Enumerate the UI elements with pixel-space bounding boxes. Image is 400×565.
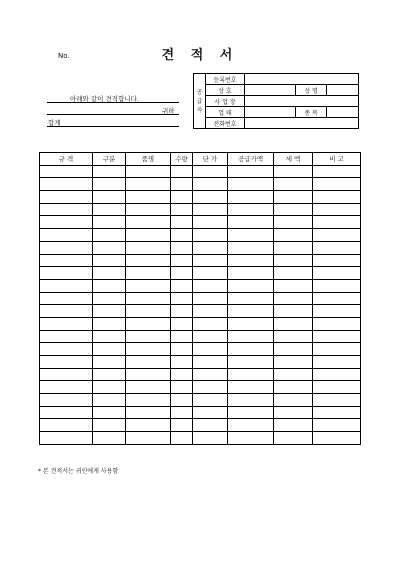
table-cell[interactable] xyxy=(228,368,274,381)
table-cell[interactable] xyxy=(193,432,228,445)
table-cell[interactable] xyxy=(313,368,361,381)
table-cell[interactable] xyxy=(274,292,313,305)
col-type: 구분 xyxy=(93,153,126,166)
table-cell[interactable] xyxy=(93,241,126,254)
table-cell[interactable] xyxy=(93,267,126,280)
table-cell[interactable] xyxy=(274,229,313,242)
table-cell[interactable] xyxy=(93,203,126,216)
table-cell[interactable] xyxy=(126,330,171,343)
table-cell[interactable] xyxy=(171,368,193,381)
table-row xyxy=(40,279,361,292)
table-cell[interactable] xyxy=(40,229,93,242)
total-line xyxy=(47,126,179,127)
table-cell[interactable] xyxy=(171,229,193,242)
table-cell[interactable] xyxy=(40,330,93,343)
table-cell[interactable] xyxy=(171,191,193,204)
table-cell[interactable] xyxy=(126,241,171,254)
table-cell[interactable] xyxy=(171,381,193,394)
table-cell[interactable] xyxy=(40,191,93,204)
table-cell[interactable] xyxy=(274,406,313,419)
table-row xyxy=(40,419,361,432)
table-cell[interactable] xyxy=(313,178,361,191)
category-field[interactable] xyxy=(327,107,359,118)
table-cell[interactable] xyxy=(193,317,228,330)
table-cell[interactable] xyxy=(93,178,126,191)
table-row xyxy=(40,165,361,178)
table-cell[interactable] xyxy=(40,178,93,191)
table-cell[interactable] xyxy=(171,394,193,407)
table-cell[interactable] xyxy=(274,381,313,394)
table-cell[interactable] xyxy=(93,317,126,330)
table-cell[interactable] xyxy=(228,241,274,254)
table-cell[interactable] xyxy=(193,394,228,407)
table-row xyxy=(40,381,361,394)
table-cell[interactable] xyxy=(93,330,126,343)
table-cell[interactable] xyxy=(274,394,313,407)
table-cell[interactable] xyxy=(228,165,274,178)
table-cell[interactable] xyxy=(126,191,171,204)
table-cell[interactable] xyxy=(126,203,171,216)
table-cell[interactable] xyxy=(126,292,171,305)
col-unit-price: 단 가 xyxy=(193,153,228,166)
table-cell[interactable] xyxy=(171,203,193,216)
table-cell[interactable] xyxy=(171,216,193,229)
table-cell[interactable] xyxy=(40,356,93,369)
col-tax: 세 액 xyxy=(274,153,313,166)
table-cell[interactable] xyxy=(313,406,361,419)
col-remarks: 비 고 xyxy=(313,153,361,166)
document-title: 견 적 서 xyxy=(161,48,239,63)
table-cell[interactable] xyxy=(40,394,93,407)
table-cell[interactable] xyxy=(126,165,171,178)
table-row xyxy=(40,267,361,280)
table-cell[interactable] xyxy=(228,229,274,242)
table-cell[interactable] xyxy=(126,406,171,419)
table-cell[interactable] xyxy=(228,394,274,407)
table-cell[interactable] xyxy=(313,216,361,229)
table-cell[interactable] xyxy=(40,317,93,330)
honorific-text: 귀하 xyxy=(162,107,175,115)
table-cell[interactable] xyxy=(193,229,228,242)
table-cell[interactable] xyxy=(93,356,126,369)
table-cell[interactable] xyxy=(228,216,274,229)
table-cell[interactable] xyxy=(193,203,228,216)
table-cell[interactable] xyxy=(313,254,361,267)
table-cell[interactable] xyxy=(274,330,313,343)
no-label: No. xyxy=(58,52,70,60)
table-cell[interactable] xyxy=(126,368,171,381)
table-cell[interactable] xyxy=(313,394,361,407)
phone-field[interactable] xyxy=(245,118,359,129)
table-cell[interactable] xyxy=(93,216,126,229)
table-cell[interactable] xyxy=(126,356,171,369)
table-cell[interactable] xyxy=(171,267,193,280)
table-cell[interactable] xyxy=(171,356,193,369)
table-cell[interactable] xyxy=(40,279,93,292)
table-cell[interactable] xyxy=(228,279,274,292)
table-cell[interactable] xyxy=(126,305,171,318)
table-cell[interactable] xyxy=(171,317,193,330)
col-qty: 수량 xyxy=(171,153,193,166)
table-cell[interactable] xyxy=(228,330,274,343)
table-cell[interactable] xyxy=(193,178,228,191)
table-row xyxy=(40,254,361,267)
table-cell[interactable] xyxy=(193,292,228,305)
table-cell[interactable] xyxy=(193,216,228,229)
business-type-label: 업 태 xyxy=(206,107,245,118)
table-cell[interactable] xyxy=(171,305,193,318)
table-cell[interactable] xyxy=(40,216,93,229)
recipient-line xyxy=(47,114,179,115)
table-cell[interactable] xyxy=(313,330,361,343)
table-row xyxy=(40,330,361,343)
table-cell[interactable] xyxy=(193,191,228,204)
table-cell[interactable] xyxy=(126,343,171,356)
table-cell[interactable] xyxy=(193,305,228,318)
table-cell[interactable] xyxy=(193,241,228,254)
company-label: 상 호 xyxy=(206,85,245,96)
table-cell[interactable] xyxy=(228,254,274,267)
table-cell[interactable] xyxy=(171,419,193,432)
table-cell[interactable] xyxy=(274,317,313,330)
table-row xyxy=(40,317,361,330)
table-cell[interactable] xyxy=(40,165,93,178)
table-cell[interactable] xyxy=(171,330,193,343)
table-cell[interactable] xyxy=(93,381,126,394)
supplier-side-label: 공 급 자 xyxy=(194,74,206,129)
table-cell[interactable] xyxy=(228,178,274,191)
table-cell[interactable] xyxy=(313,229,361,242)
table-cell[interactable] xyxy=(313,381,361,394)
table-cell[interactable] xyxy=(228,317,274,330)
table-cell[interactable] xyxy=(93,229,126,242)
table-cell[interactable] xyxy=(126,432,171,445)
table-cell[interactable] xyxy=(313,356,361,369)
greeting-text: 아래와 같이 견적합니다. xyxy=(70,95,139,103)
table-cell[interactable] xyxy=(126,419,171,432)
table-cell[interactable] xyxy=(228,419,274,432)
table-cell[interactable] xyxy=(171,432,193,445)
table-cell[interactable] xyxy=(126,381,171,394)
table-row xyxy=(40,191,361,204)
reg-no-label: 등록번호 xyxy=(206,74,245,85)
table-row xyxy=(40,178,361,191)
table-cell[interactable] xyxy=(274,343,313,356)
table-cell[interactable] xyxy=(193,419,228,432)
table-cell[interactable] xyxy=(40,343,93,356)
table-cell[interactable] xyxy=(274,419,313,432)
table-cell[interactable] xyxy=(171,343,193,356)
table-cell[interactable] xyxy=(228,267,274,280)
items-table xyxy=(39,152,361,445)
table-cell[interactable] xyxy=(274,165,313,178)
table-cell[interactable] xyxy=(228,292,274,305)
table-cell[interactable] xyxy=(274,432,313,445)
table-cell[interactable] xyxy=(228,203,274,216)
table-cell[interactable] xyxy=(193,279,228,292)
table-cell[interactable] xyxy=(93,254,126,267)
table-cell[interactable] xyxy=(313,241,361,254)
table-cell[interactable] xyxy=(93,368,126,381)
table-cell[interactable] xyxy=(274,203,313,216)
table-row xyxy=(40,356,361,369)
table-cell[interactable] xyxy=(40,305,93,318)
supplier-table xyxy=(193,73,359,129)
table-cell[interactable] xyxy=(93,279,126,292)
table-cell[interactable] xyxy=(313,267,361,280)
table-cell[interactable] xyxy=(274,368,313,381)
table-cell[interactable] xyxy=(228,191,274,204)
table-row xyxy=(40,406,361,419)
table-cell[interactable] xyxy=(40,381,93,394)
table-cell[interactable] xyxy=(274,191,313,204)
table-cell[interactable] xyxy=(193,343,228,356)
table-cell[interactable] xyxy=(274,267,313,280)
business-type-field[interactable] xyxy=(245,107,296,118)
table-cell[interactable] xyxy=(126,254,171,267)
table-cell[interactable] xyxy=(313,419,361,432)
table-cell[interactable] xyxy=(193,356,228,369)
table-row xyxy=(40,203,361,216)
table-cell[interactable] xyxy=(40,254,93,267)
address-label: 사 업 장 xyxy=(206,96,245,107)
table-cell[interactable] xyxy=(40,241,93,254)
table-cell[interactable] xyxy=(228,356,274,369)
table-cell[interactable] xyxy=(193,165,228,178)
table-cell[interactable] xyxy=(93,432,126,445)
table-cell[interactable] xyxy=(126,178,171,191)
phone-label: 전화번호 xyxy=(206,118,245,129)
table-cell[interactable] xyxy=(93,191,126,204)
table-cell[interactable] xyxy=(313,191,361,204)
table-cell[interactable] xyxy=(93,292,126,305)
table-cell[interactable] xyxy=(93,419,126,432)
table-cell[interactable] xyxy=(274,356,313,369)
table-row xyxy=(40,241,361,254)
table-cell[interactable] xyxy=(40,292,93,305)
table-cell[interactable] xyxy=(193,381,228,394)
table-cell[interactable] xyxy=(171,279,193,292)
table-cell[interactable] xyxy=(228,305,274,318)
table-cell[interactable] xyxy=(274,216,313,229)
footnote: * 본 견적서는 귀인에게 사용함 xyxy=(38,468,119,475)
table-cell[interactable] xyxy=(193,254,228,267)
table-cell[interactable] xyxy=(274,305,313,318)
table-row xyxy=(40,305,361,318)
total-label: 합계 xyxy=(48,119,61,127)
table-cell[interactable] xyxy=(274,178,313,191)
table-cell[interactable] xyxy=(228,432,274,445)
table-cell[interactable] xyxy=(313,292,361,305)
table-cell[interactable] xyxy=(228,381,274,394)
table-cell[interactable] xyxy=(40,432,93,445)
category-label: 종 목 xyxy=(296,107,327,118)
company-field[interactable] xyxy=(245,85,296,96)
table-cell[interactable] xyxy=(171,241,193,254)
table-cell[interactable] xyxy=(93,305,126,318)
name-label: 성 명 xyxy=(296,85,327,96)
table-cell[interactable] xyxy=(274,279,313,292)
table-cell[interactable] xyxy=(193,330,228,343)
reg-no-field[interactable] xyxy=(245,74,359,85)
table-row xyxy=(40,229,361,242)
table-cell[interactable] xyxy=(171,254,193,267)
table-cell[interactable] xyxy=(313,432,361,445)
table-cell[interactable] xyxy=(126,279,171,292)
col-spec: 규 격 xyxy=(40,153,93,166)
name-field[interactable] xyxy=(327,85,359,96)
table-row xyxy=(40,216,361,229)
table-cell[interactable] xyxy=(228,343,274,356)
table-cell[interactable] xyxy=(126,317,171,330)
table-cell[interactable] xyxy=(313,343,361,356)
items-body xyxy=(40,165,361,444)
items-header-row xyxy=(40,153,361,166)
table-cell[interactable] xyxy=(274,241,313,254)
table-cell[interactable] xyxy=(93,165,126,178)
table-cell[interactable] xyxy=(40,406,93,419)
col-supply-amount: 공급가액 xyxy=(228,153,274,166)
table-cell[interactable] xyxy=(313,203,361,216)
table-cell[interactable] xyxy=(126,267,171,280)
table-cell[interactable] xyxy=(126,229,171,242)
address-field[interactable] xyxy=(245,96,359,107)
table-cell[interactable] xyxy=(93,406,126,419)
table-cell[interactable] xyxy=(313,317,361,330)
table-cell[interactable] xyxy=(193,267,228,280)
table-row xyxy=(40,394,361,407)
table-cell[interactable] xyxy=(274,254,313,267)
table-cell[interactable] xyxy=(193,368,228,381)
table-cell[interactable] xyxy=(93,343,126,356)
table-row xyxy=(40,343,361,356)
table-cell[interactable] xyxy=(313,165,361,178)
table-cell[interactable] xyxy=(126,394,171,407)
table-cell[interactable] xyxy=(313,279,361,292)
table-cell[interactable] xyxy=(171,165,193,178)
table-cell[interactable] xyxy=(40,368,93,381)
table-row xyxy=(40,432,361,445)
table-cell[interactable] xyxy=(171,292,193,305)
table-row xyxy=(40,292,361,305)
table-cell[interactable] xyxy=(193,406,228,419)
table-cell[interactable] xyxy=(313,305,361,318)
table-cell[interactable] xyxy=(93,394,126,407)
table-cell[interactable] xyxy=(228,406,274,419)
table-cell[interactable] xyxy=(40,203,93,216)
table-cell[interactable] xyxy=(126,216,171,229)
table-cell[interactable] xyxy=(171,178,193,191)
table-cell[interactable] xyxy=(171,406,193,419)
col-product: 품명 xyxy=(126,153,171,166)
table-row xyxy=(40,368,361,381)
table-cell[interactable] xyxy=(40,267,93,280)
table-cell[interactable] xyxy=(40,419,93,432)
